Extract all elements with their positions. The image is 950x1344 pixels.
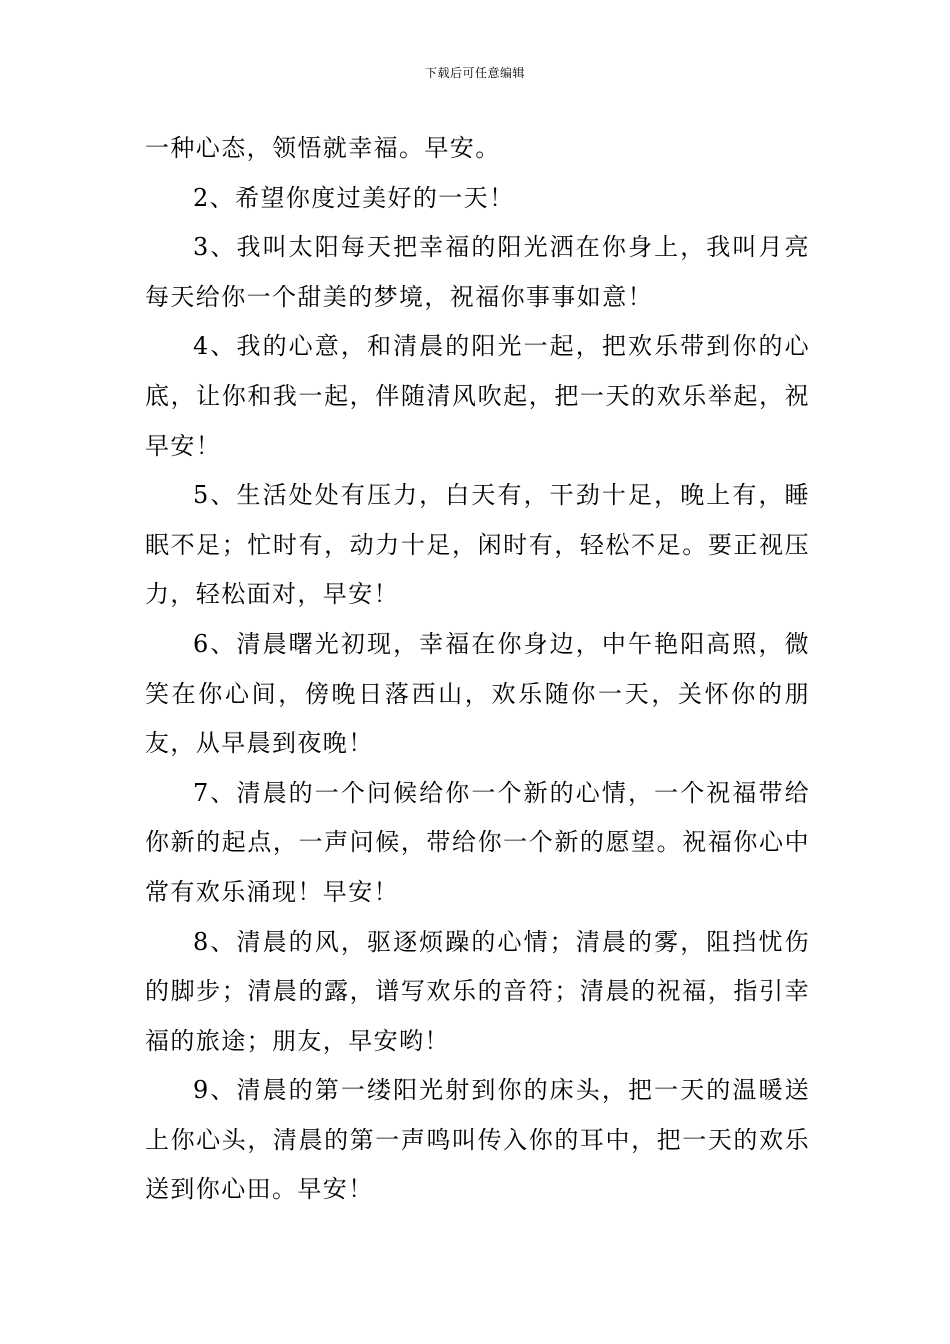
- paragraph-item-4: 4、我的心意，和清晨的阳光一起，把欢乐带到你的心底，让你和我一起，伴随清风吹起，把一天的欢乐举起，祝早安！: [145, 332, 810, 460]
- paragraph-item-7: 7、清晨的一个问候给你一个新的心情，一个祝福带给你新的起点，一声问候，带给你一个新的愿望。祝福你心中常有欢乐涌现！早安！: [145, 778, 810, 906]
- paragraph-item-3: 3、我叫太阳每天把幸福的阳光洒在你身上，我叫月亮每天给你一个甜美的梦境，祝福你事事如意！: [145, 233, 810, 311]
- paragraph-continuation: 一种心态，领悟就幸福。早安。: [145, 134, 501, 162]
- page-header: 下载后可任意编辑: [424, 66, 525, 80]
- paragraph-item-8: 8、清晨的风，驱逐烦躁的心情；清晨的雾，阻挡忧伤的脚步；清晨的露，谱写欢乐的音符；清晨的祝福，指引幸福的旅途；朋友，早安哟！: [145, 927, 810, 1055]
- paragraph-item-9: 9、清晨的第一缕阳光射到你的床头，把一天的温暖送上你心头，清晨的第一声鸣叫传入你的耳中，把一天的欢乐送到你心田。早安！: [145, 1076, 810, 1204]
- document-body: [145, 124, 810, 1215]
- paragraph-item-6: 6、清晨曙光初现，幸福在你身边，中午艳阳高照，微笑在你心间，傍晚日落西山，欢乐随你一天，关怀你的朋友，从早晨到夜晚！: [145, 629, 810, 758]
- paragraph-item-2: 2、希望你度过美好的一天！: [193, 183, 515, 212]
- paragraph-item-5: 5、生活处处有压力，白天有，干劲十足，晚上有，睡眠不足；忙时有，动力十足，闲时有，轻松不足。要正视压力，轻松面对，早安！: [145, 481, 810, 609]
